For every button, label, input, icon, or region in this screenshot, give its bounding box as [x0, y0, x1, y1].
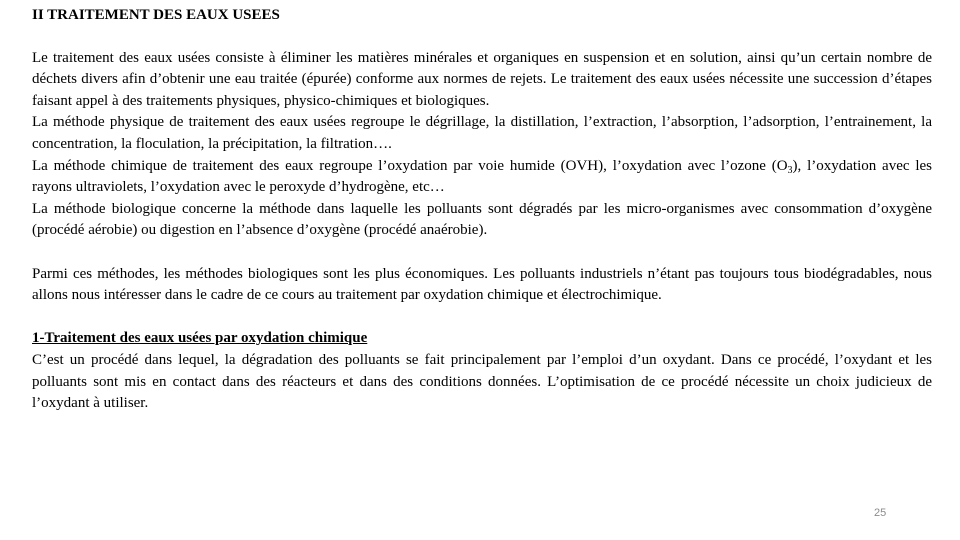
methods-paragraph: Parmi ces méthodes, les méthodes biologiques sont les plus économiques. Les polluants industriels n’étant pas toujours tous biodégradables, nous allons nous intéresser dans le cadre de ce cours au traitement par oxydation chimique et électrochimique. — [32, 265, 932, 304]
chemical-method-text-end: ), l’oxydation avec les rayons ultraviolets, l’oxydation avec le peroxyde d’hydrogène, etc… — [32, 157, 932, 196]
page-number: 25 — [874, 507, 887, 519]
chemical-method-text-start: La méthode chimique de traitement des eaux regroupe l’oxydation par voie humide (OVH), l’oxydation avec l’ozone (O — [32, 157, 788, 174]
page-title: II TRAITEMENT DES EAUX USEES — [32, 7, 280, 23]
section-heading: 1-Traitement des eaux usées par oxydation chimique — [32, 330, 368, 347]
paragraph-spacer — [32, 242, 932, 264]
paragraph-spacer — [32, 307, 932, 329]
document-body — [32, 5, 932, 415]
ozone-subscript: 3 — [787, 164, 793, 176]
intro-paragraph-definition: Le traitement des eaux usées consiste à éliminer les matières minérales et organiques en suspension et en solution, ainsi qu’un certain nombre de déchets divers afin d’obtenir une eau traitée (épurée) conforme aux normes de rejets. Le traitement des eaux usées nécessite une succession d’étapes faisant appel à des traitements physiques, physico-chimiques et biologiques. — [32, 49, 932, 109]
section-body: C’est un procédé dans lequel, la dégradation des polluants se fait principalement par l’emploi d’un oxydant. Dans ce procédé, l’oxydant et les polluants sont mis en contact dans des réacteurs et dans des conditions données. L’optimisation de ce procédé nécessite un choix judicieux de l’oxydant à utiliser. — [32, 351, 932, 412]
intro-paragraph-physical-method: La méthode physique de traitement des eaux usées regroupe le dégrillage, la distillation, l’extraction, l’absorption, l’adsorption, l’entrainement, la concentration, la floculation, la précipitation, la filtration…. — [32, 114, 932, 152]
intro-paragraph-chemical-method — [32, 156, 932, 199]
intro-paragraph-biological-method: La méthode biologique concerne la méthode dans laquelle les polluants sont dégradés par les micro-organismes avec consommation d’oxygène (procédé aérobie) ou digestion en l’absence d’oxygène (procédé anaérobie). — [32, 200, 932, 239]
